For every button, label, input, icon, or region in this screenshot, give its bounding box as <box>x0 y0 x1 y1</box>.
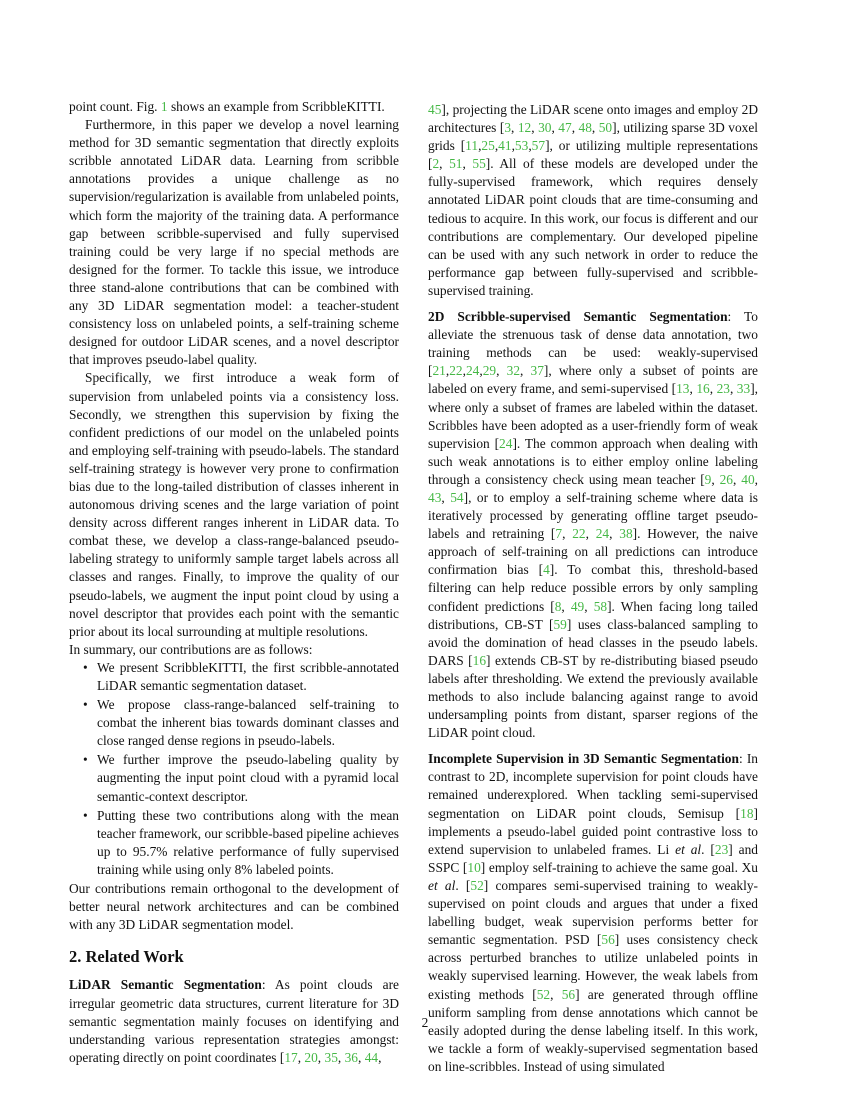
text-run: , <box>297 1049 305 1065</box>
citation-link[interactable]: 44 <box>364 1049 379 1065</box>
text-run: : As point clouds are irregular geometric data structures, current literature for 3D semantic segmentation mainly focuses on identifying and understanding various representation strategies amongst: operating directly on point coordinates [ <box>69 977 399 1065</box>
citation-link[interactable]: 32 <box>506 363 521 379</box>
text-run: , <box>689 381 697 397</box>
text-run: ]. When facing long tailed distributions, CB-ST [ <box>428 598 758 632</box>
citation-link[interactable]: 23 <box>714 841 729 857</box>
text-run: , <box>754 471 758 487</box>
citation-link[interactable]: 50 <box>598 120 613 136</box>
citation-link[interactable]: 23 <box>716 381 730 397</box>
text-run: ], utilizing sparse 3D voxel grids [ <box>428 120 759 154</box>
text-run: , <box>378 1049 382 1065</box>
text-run: ]. However, the naive approach of self-training on all predictions can introduce confirmation bias [ <box>428 526 758 578</box>
citation-link[interactable]: 20 <box>304 1049 318 1065</box>
text-run: ] implements a pseudo-label guided point contrastive loss to extend supervision to unlabeled frames. Li <box>428 805 758 857</box>
citation-link[interactable]: 13 <box>676 381 690 397</box>
text-run: ] and SSPC [ <box>428 841 758 875</box>
citation-link[interactable]: 24 <box>595 526 610 542</box>
citation-link[interactable]: 43 <box>428 489 442 505</box>
summary-lead: In summary, our contributions are as follows: <box>69 641 313 657</box>
text-run: ] compares semi-supervised training to weakly-supervised on point clouds and argues that under a fixed labelling budget, weak supervision performs better for semantic segmentation. PSD [ <box>428 877 758 948</box>
run-in-heading: Incomplete Supervision in 3D Semantic Segmentation <box>428 751 739 767</box>
citation-link[interactable]: 35 <box>324 1049 338 1065</box>
text-run: ] employ self-training to achieve the same goal. Xu <box>480 859 758 875</box>
citation-link[interactable]: 52 <box>470 877 484 893</box>
text-run: , <box>709 381 717 397</box>
contribution-item: • Putting these two contributions along with the mean teacher framework, our scribble-based pipeline achieves up to 95.7% relative performance of fully supervised training while using only 8% labeled points. <box>97 807 399 879</box>
citation-link[interactable]: 48 <box>578 120 592 136</box>
text-run: , <box>711 471 720 487</box>
citation-link[interactable]: 10 <box>467 859 481 875</box>
citation-link[interactable]: 16 <box>696 381 710 397</box>
citation-link[interactable]: 26 <box>719 471 733 487</box>
citation-link[interactable]: 22 <box>572 526 586 542</box>
citation-link[interactable]: 2 <box>432 156 440 172</box>
text-run: , <box>528 138 532 154</box>
citation-link[interactable]: 17 <box>284 1049 298 1065</box>
text-run: ]. The common approach when dealing with such weak annotations is to either employ online labeling through a consistency check using mean teacher [ <box>428 435 758 487</box>
citation-link[interactable]: 7 <box>555 526 563 542</box>
citation-link[interactable]: 38 <box>619 526 633 542</box>
text-run: , <box>591 120 599 136</box>
italic-text: et al <box>675 841 702 857</box>
text-run: , <box>729 381 737 397</box>
citation-link[interactable]: 9 <box>704 471 712 487</box>
citation-link[interactable]: 25 <box>481 138 495 154</box>
citation-link[interactable]: 40 <box>741 471 755 487</box>
intro-end-paragraph <box>69 98 399 116</box>
text-run: shows an example from ScribbleKITTI. <box>167 99 385 114</box>
citation-link[interactable]: 49 <box>570 598 585 614</box>
run-in-heading: 2D Scribble-supervised Semantic Segmentation <box>428 309 728 325</box>
citation-link[interactable]: 55 <box>472 156 486 172</box>
scribble-2d-paragraph <box>428 308 758 742</box>
text-run: . [ <box>701 841 715 857</box>
citation-link[interactable]: 33 <box>736 381 751 397</box>
text-run: : To alleviate the strenuous task of dense data annotation, two training methods can be used: weakly-supervised [ <box>428 309 758 379</box>
text-run: , <box>562 526 573 542</box>
citation-link[interactable]: 37 <box>530 363 544 379</box>
text-run: , <box>561 598 571 614</box>
text-run: , <box>494 138 499 154</box>
text-run: , <box>462 363 466 379</box>
text-run: . [ <box>455 877 471 893</box>
citation-link[interactable]: 56 <box>601 932 615 948</box>
citation-link[interactable]: 45 <box>428 102 442 117</box>
text-run: , <box>531 120 539 136</box>
left-column <box>69 98 399 1067</box>
text-run: ] are generated through offline uniform sampling from dense annotations which cannot be easily adopted during the dense labeling itself. In this work, we tackle a form of weakly-supervised segmentation based on line-scribbles. Instead of using simulated <box>428 986 758 1074</box>
text-run: : In contrast to 2D, incomplete supervision for point clouds have remained underexplored. When tackling semi-supervised segmentation on LiDAR point clouds, Semisup [ <box>428 751 758 821</box>
citation-link[interactable]: 21 <box>432 363 446 379</box>
furthermore-paragraph: Furthermore, in this paper we develop a novel learning method for 3D semantic segmentation that directly exploits scribble annotated LiDAR data. Learning from scribble annotations provides a unique challenge as no supervision/regularization is available from unlabeled points, which form the majority of the training data. A performance gap between scribble-supervised and fully supervised training could be very large if no special methods are designed for the former. To tackle this issue, we introduce three stand-alone contributions that can be combined with any 3D LiDAR segmentation model: a teacher-student consistency loss on unlabeled points, a self-training scheme designed for outdoor LiDAR scenes, and a novel descriptor that improves pseudo-label quality. <box>69 117 399 368</box>
contribution-item: • We present ScribbleKITTI, the first scribble-annotated LiDAR semantic segmentation dataset. <box>97 659 399 695</box>
closing-paragraph: Our contributions remain orthogonal to the development of better neural network architectures and can be combined with any 3D LiDAR segmentation model. <box>69 881 399 933</box>
text-run: point count. Fig. <box>69 99 161 114</box>
text-run: , <box>520 363 531 379</box>
text-run: ]. To combat this, threshold-based filtering can help reduce possible errors by only sampling confident predictions [ <box>428 562 758 614</box>
citation-link[interactable]: 51 <box>449 156 463 172</box>
citation-link[interactable]: 56 <box>561 986 576 1002</box>
citation-link[interactable]: 57 <box>531 138 546 154</box>
text-run: , <box>317 1049 325 1065</box>
citation-link[interactable]: 24 <box>465 363 480 379</box>
citation-link[interactable]: 18 <box>740 805 754 821</box>
text-run: , <box>441 489 451 505</box>
text-run: ] uses class-balanced sampling to avoid the domination of head classes in the pseudo labels. DARS [ <box>428 616 758 668</box>
citation-link[interactable]: 47 <box>558 120 572 136</box>
contribution-item: • We propose class-range-balanced self-training to combat the inherent bias towards dominant classes and close ranged dense regions in pseudo-labels. <box>97 696 399 750</box>
citation-link[interactable]: 52 <box>536 986 551 1002</box>
citation-link[interactable]: 12 <box>517 120 532 136</box>
lidar-segmentation-continued <box>428 101 758 300</box>
citation-link[interactable]: 53 <box>514 138 529 154</box>
text-run: , <box>478 138 482 154</box>
page-number: 2 <box>421 1015 429 1030</box>
text-run: ] uses consistency check across perturbed branches to utilize unlabeled points in weakly supervised learning. However, the weak labels from existing methods [ <box>428 932 758 1002</box>
text-run: ], where only a subset of frames are labeled within the dataset. Scribbles have been adopted as a user-friendly form of weak supervision [ <box>428 381 758 451</box>
citation-link[interactable]: 11 <box>465 138 479 154</box>
citation-link[interactable]: 4 <box>543 562 550 578</box>
citation-link[interactable]: 24 <box>499 435 513 451</box>
citation-link[interactable]: 29 <box>482 363 497 379</box>
citation-link[interactable]: 1 <box>160 99 168 114</box>
citation-link[interactable]: 8 <box>554 598 562 614</box>
run-in-heading: LiDAR Semantic Segmentation <box>69 977 262 993</box>
text-run: , <box>551 120 559 136</box>
citation-link[interactable]: 58 <box>593 598 608 614</box>
citation-link[interactable]: 30 <box>538 120 552 136</box>
contributions-list <box>69 659 399 879</box>
citation-link[interactable]: 36 <box>344 1049 358 1065</box>
text-run: , <box>609 526 620 542</box>
text-run: , <box>445 363 450 379</box>
right-column <box>428 101 758 1076</box>
section-heading-related-work: 2. Related Work <box>69 947 184 967</box>
specifically-paragraph: Specifically, we first introduce a weak form of supervision from unlabeled points via a consistency loss. Secondly, we strengthen this supervision by fixing the confident predictions of our model on the unlabeled points and employing self-training with pseudo-labels. The standard self-training strategy is however very prone to confirmation bias due to the long-tailed distribution of classes inherent in autonomous driving scenes and the large variation of point density across different ranges inherent in LiDAR data. To combat these, we develop a class-range-balanced pseudo-labeling strategy to uniformly sample target labels across all classes and ranges. Finally, to improve the quality of our pseudo-labels, we augment the input point cloud by using a novel descriptor that provides each point with the semantic prior about its local surrounding at multiple resolutions. <box>69 370 399 639</box>
citation-link[interactable]: 22 <box>449 363 463 379</box>
italic-text: et al <box>428 877 456 893</box>
text-run: ]. All of these models are developed under the fully-supervised framework, which requires densely annotated LiDAR point clouds that are time-consuming and tedious to acquire. In this work, our focus is different and our contributions are complementary. Our developed pipeline can be used with any such network in order to reduce the performance gap between fully-supervised and scribble-supervised training. <box>428 156 758 298</box>
text-run: , <box>462 156 473 172</box>
text-run: , <box>439 156 450 172</box>
text-run: ], or utilizing multiple representations [ <box>428 138 758 172</box>
text-run: , <box>550 986 562 1002</box>
citation-link[interactable]: 59 <box>553 616 567 632</box>
contribution-item: • We further improve the pseudo-labeling quality by augmenting the input point cloud with a pyramid local semantic-context descriptor. <box>97 751 399 805</box>
text-run: , <box>496 363 507 379</box>
text-run: , <box>585 526 596 542</box>
citation-link[interactable]: 41 <box>498 138 512 154</box>
text-run: , <box>357 1049 365 1065</box>
text-run: , <box>337 1049 345 1065</box>
text-run: , <box>479 363 483 379</box>
text-run: ] extends CB-ST by re-distributing biased pseudo labels after thresholding. We extend the previously available methods to also include balancing against range to avoid undersampling points from distant, sparser regions of the LiDAR point cloud. <box>428 652 758 741</box>
text-run: , <box>571 120 579 136</box>
text-run: ], projecting the LiDAR scene onto images and employ 2D architectures [ <box>428 102 758 136</box>
text-run: ], or to employ a self-training scheme where data is iteratively processed by generating offline target pseudo-labels and retraining [ <box>428 489 759 542</box>
citation-link[interactable]: 3 <box>504 120 512 136</box>
text-run: , <box>584 598 594 614</box>
text-run: , <box>511 138 515 154</box>
citation-link[interactable]: 16 <box>472 652 487 668</box>
text-run: ], where only a subset of points are labeled on every frame, and semi-supervised [ <box>428 363 759 397</box>
text-run: , <box>733 471 742 487</box>
citation-link[interactable]: 54 <box>450 489 464 505</box>
text-run: , <box>511 120 518 136</box>
